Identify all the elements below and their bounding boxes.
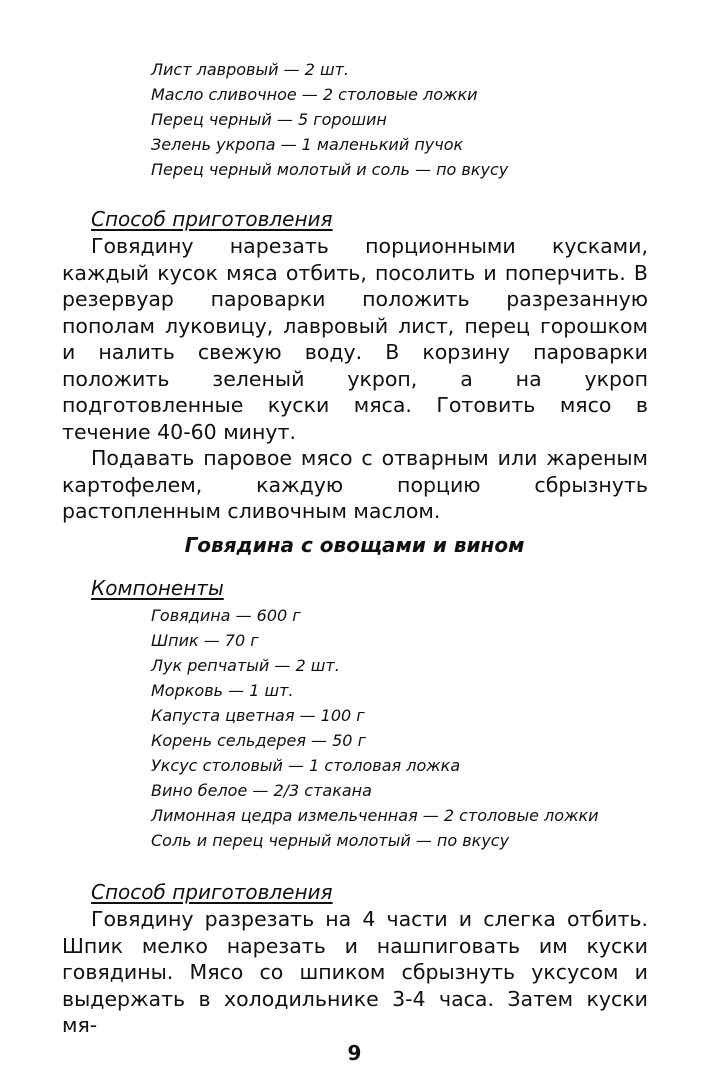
ingredient-item: Масло сливочное — 2 столовые ложки — [151, 85, 478, 104]
ingredient-item: Морковь — 1 шт. — [151, 681, 294, 700]
page-number: 9 — [347, 1041, 362, 1065]
method-heading: Способ приготовления — [91, 207, 333, 231]
method-text — [62, 233, 648, 525]
ingredient-item: Перец черный — 5 горошин — [151, 110, 387, 129]
method-paragraph: Подавать паровое мясо с отварным или жареным картофелем, каждую порцию сбрызнуть растопленным сливочным маслом. — [62, 446, 648, 523]
ingredient-item: Говядина — 600 г — [151, 606, 301, 625]
method-paragraph: Говядину нарезать порционными кусками, каждый кусок мяса отбить, посолить и поперчить. В резервуар пароварки положить разрезанную пополам луковицу, лавровый лист, перец горошком и налить свежую воду. В корзину пароварки положить зеленый укроп, а на укроп подготовленные куски мяса. Готовить мясо в течение 40-60 минут. — [62, 234, 648, 444]
ingredient-item: Лимонная цедра измельченная — 2 столовые ложки — [151, 806, 599, 825]
ingredient-list — [151, 603, 599, 853]
ingredient-item: Лук репчатый — 2 шт. — [151, 656, 340, 675]
components-heading: Компоненты — [91, 576, 224, 600]
ingredient-item: Капуста цветная — 100 г — [151, 706, 365, 725]
ingredient-item: Уксус столовый — 1 столовая ложка — [151, 756, 461, 775]
ingredient-item: Вино белое — 2/3 стакана — [151, 781, 372, 800]
ingredient-item: Соль и перец черный молотый — по вкусу — [151, 831, 510, 850]
ingredient-item: Корень сельдерея — 50 г — [151, 731, 366, 750]
ingredient-item: Шпик — 70 г — [151, 631, 259, 650]
ingredient-item: Лист лавровый — 2 шт. — [151, 60, 349, 79]
method-paragraph: Говядину разрезать на 4 части и слегка отбить. Шпик мелко нарезать и нашпиговать им куски говядины. Мясо со шпиком сбрызнуть уксусом и выдержать в холодильнике 3-4 часа. Затем куски мя- — [62, 907, 648, 1037]
recipe-title: Говядина с овощами и вином — [184, 533, 525, 557]
method-heading: Способ приготовления — [91, 880, 333, 904]
ingredient-list-continued — [151, 57, 508, 182]
method-text — [62, 906, 648, 1039]
ingredient-item: Зелень укропа — 1 маленький пучок — [151, 135, 464, 154]
ingredient-item: Перец черный молотый и соль — по вкусу — [151, 160, 509, 179]
